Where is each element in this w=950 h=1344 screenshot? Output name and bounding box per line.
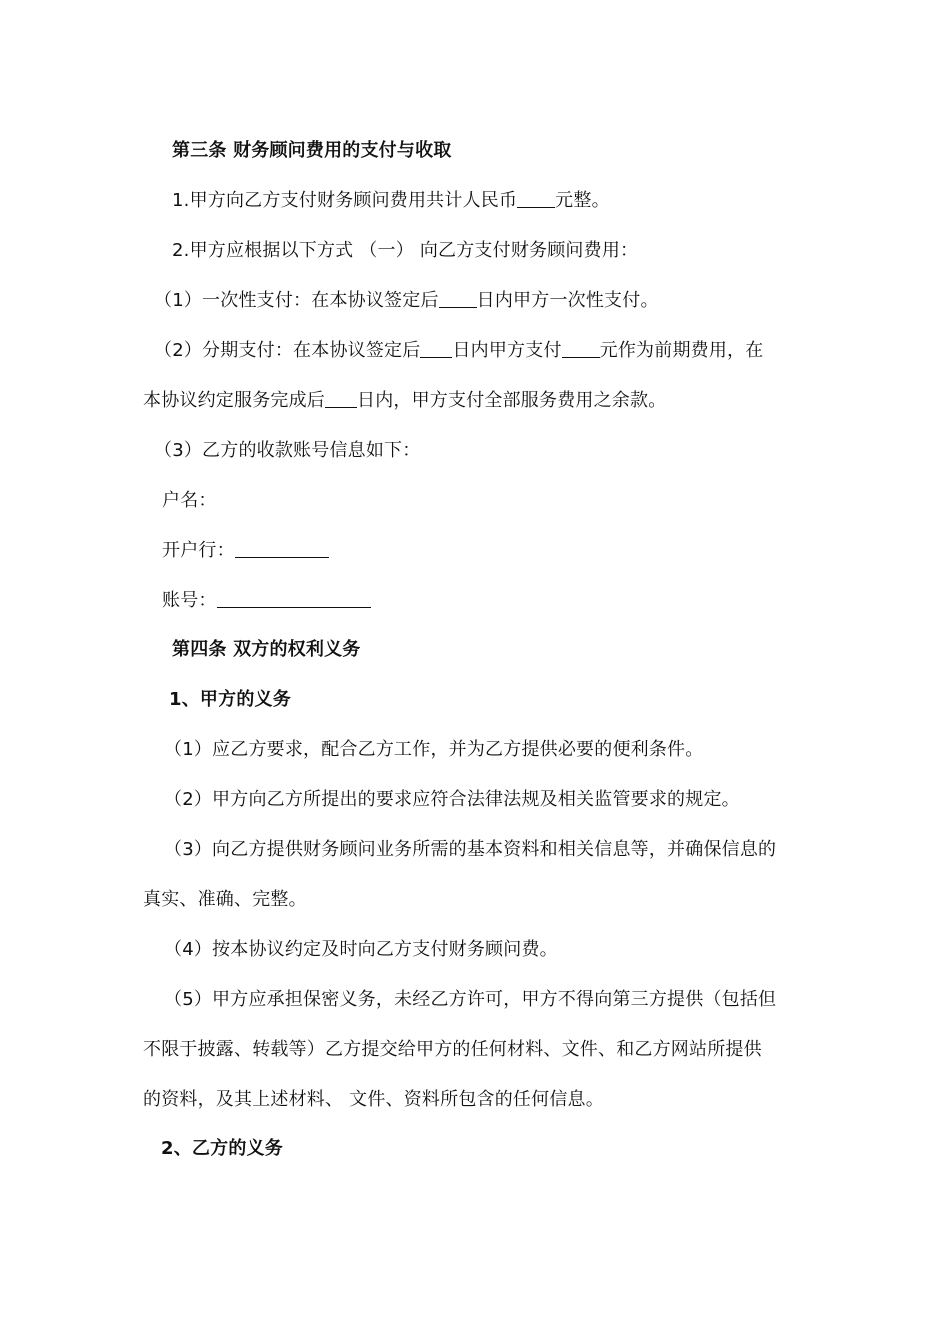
bank-label: 开户行： [162,540,235,561]
partyA-duty-5-line2: 不限于披露、转载等）乙方提交给甲方的任何材料、文件、和乙方网站所提供 [143,1039,762,1060]
partyB-heading: 2、乙方的义务 [161,1138,283,1159]
account-name-label: 户名： [162,490,217,511]
installment-middle: 日内甲方支付 [452,340,562,361]
partyA-duty-3-line2: 真实、准确、完整。 [143,889,307,910]
amount-blank [562,339,600,358]
partyA-duty-4: （4）按本协议约定及时向乙方支付财务顾问费。 [164,939,558,960]
paragraph-payment-method: 2.甲方应根据以下方式 （一） 向乙方支付财务顾问费用： [172,240,639,261]
total-fee-text: 1.甲方向乙方支付财务顾问费用共计人民币 [172,190,518,211]
amount-blank [517,189,555,208]
bank-row [162,539,329,563]
partyA-duty-5-line3: 的资料，及其上述材料、 文件、资料所包含的任何信息。 [143,1089,604,1110]
days-blank [439,289,477,308]
installment-suffix: 元作为前期费用，在 [599,340,764,361]
partyA-duty-2: （2）甲方向乙方所提出的要求应符合法律法规及相关监管要求的规定。 [164,789,740,810]
partyA-duty-3-line1: （3）向乙方提供财务顾问业务所需的基本资料和相关信息等，并确保信息的 [164,839,777,860]
days-blank [420,339,452,358]
partyA-duty-1: （1）应乙方要求，配合乙方工作，并为乙方提供必要的便利条件。 [164,739,704,760]
lump-sum-text: （1）一次性支付：在本协议签定后 [154,290,439,311]
installment-text: （2）分期支付：在本协议签定后 [154,340,421,361]
total-fee-suffix: 元整。 [555,190,610,211]
paragraph-installment-cont [143,389,666,413]
account-no-label: 账号： [162,590,217,611]
days-blank [325,389,357,408]
installment-cont-suffix: 日内，甲方支付全部服务费用之余款。 [357,390,667,411]
article3-title: 第三条 财务顾问费用的支付与收取 [172,140,452,161]
paragraph-total-fee [172,189,610,213]
partyA-heading: 1、甲方的义务 [169,689,291,710]
article4-title: 第四条 双方的权利义务 [172,639,361,660]
account-no-blank [217,589,371,608]
paragraph-account-info: （3）乙方的收款账号信息如下： [154,440,421,461]
bank-blank [235,539,329,558]
account-no-row [162,589,371,613]
installment-cont-text: 本协议约定服务完成后 [143,390,325,411]
paragraph-lump-sum [154,289,659,313]
paragraph-installment [154,339,763,363]
lump-sum-suffix: 日内甲方一次性支付。 [476,290,659,311]
partyA-duty-5-line1: （5）甲方应承担保密义务，未经乙方许可，甲方不得向第三方提供（包括但 [164,989,777,1010]
